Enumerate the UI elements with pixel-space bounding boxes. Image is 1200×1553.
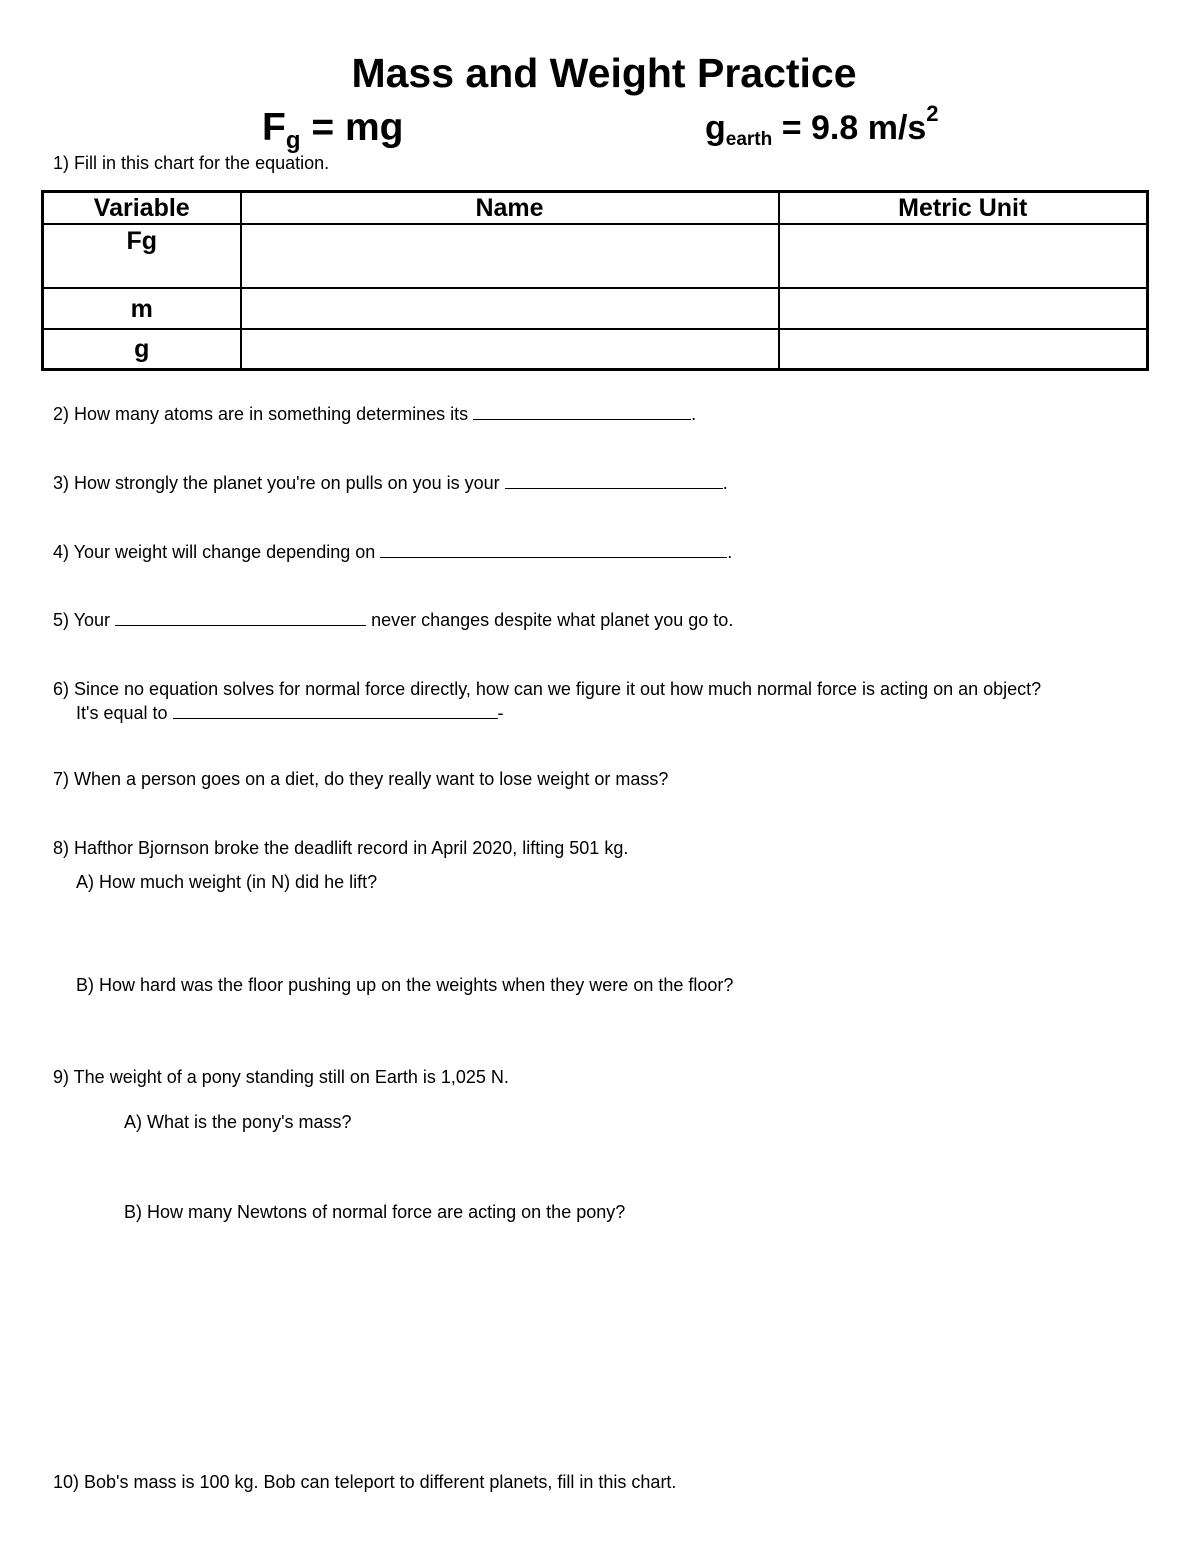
question-10: 10) Bob's mass is 100 kg. Bob can teleport to different planets, fill in this chart. <box>53 1472 677 1492</box>
header-metric-unit: Metric Unit <box>779 192 1148 225</box>
name-cell[interactable] <box>241 329 779 369</box>
worksheet-title: Mass and Weight Practice <box>351 50 857 96</box>
question-8a: A) How much weight (in N) did he lift? <box>76 872 378 892</box>
question-9a: A) What is the pony's mass? <box>124 1112 352 1132</box>
answer-blank[interactable] <box>473 402 691 420</box>
question-9: 9) The weight of a pony standing still on Earth is 1,025 N. <box>53 1067 509 1087</box>
unit-cell[interactable] <box>779 329 1148 369</box>
table-row <box>43 329 1148 369</box>
question-4: 4) Your weight will change depending on . <box>53 542 733 562</box>
header-name: Name <box>241 192 779 225</box>
variable-chart <box>41 190 1149 371</box>
gravity-symbol: g <box>705 109 726 147</box>
gravity-value: = 9.8 m/s <box>772 109 927 147</box>
gravity-subscript: earth <box>725 129 773 150</box>
answer-blank[interactable] <box>173 701 498 719</box>
gravity-constant <box>705 101 939 152</box>
weight-equation <box>262 104 403 152</box>
question-2: 2) How many atoms are in something determines its . <box>53 404 697 424</box>
equation-rhs: = mg <box>300 106 404 149</box>
chart-header-row <box>43 192 1148 225</box>
question-5: 5) Your never changes despite what planet you go to. <box>53 610 734 630</box>
question-8: 8) Hafthor Bjornson broke the deadlift record in April 2020, lifting 501 kg. <box>53 838 629 858</box>
variable-cell: m <box>43 288 241 329</box>
header-variable: Variable <box>43 192 241 225</box>
name-cell[interactable] <box>241 288 779 329</box>
question-1: 1) Fill in this chart for the equation. <box>53 153 330 173</box>
table-row <box>43 288 1148 329</box>
equation-lhs: F <box>262 106 286 149</box>
unit-cell[interactable] <box>779 288 1148 329</box>
equation-lhs-subscript: g <box>285 127 301 154</box>
variable-cell: g <box>43 329 241 369</box>
question-3: 3) How strongly the planet you're on pulls on you is your . <box>53 473 728 493</box>
variable-cell: Fg <box>43 224 241 288</box>
question-6: 6) Since no equation solves for normal force directly, how can we figure it out how much normal force is acting on an object? It's equal to - <box>53 679 1042 723</box>
question-9b: B) How many Newtons of normal force are acting on the pony? <box>124 1202 626 1222</box>
answer-blank[interactable] <box>380 540 727 558</box>
question-7: 7) When a person goes on a diet, do they really want to lose weight or mass? <box>53 769 669 789</box>
gravity-exponent: 2 <box>926 101 939 126</box>
name-cell[interactable] <box>241 224 779 288</box>
answer-blank[interactable] <box>115 608 366 626</box>
unit-cell[interactable] <box>779 224 1148 288</box>
question-8b: B) How hard was the floor pushing up on the weights when they were on the floor? <box>76 975 734 995</box>
answer-blank[interactable] <box>505 471 723 489</box>
table-row <box>43 224 1148 288</box>
